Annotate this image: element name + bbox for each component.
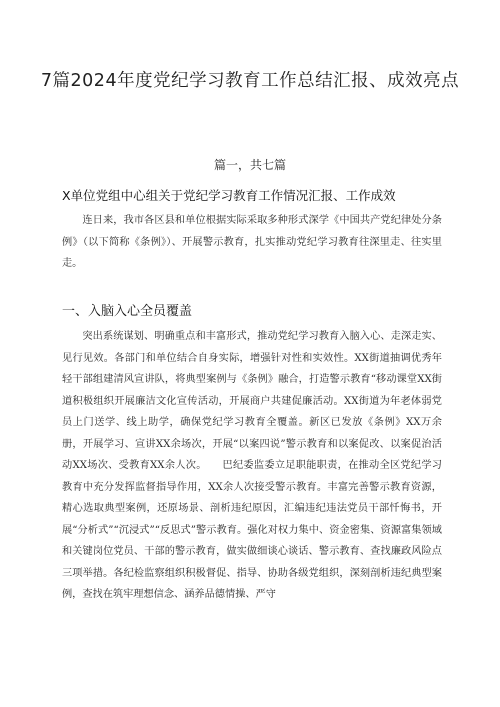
section-heading: 一、入脑入心全员覆盖 — [62, 304, 193, 319]
body-paragraph: 突出系统谋划、明确重点和丰富形式，推动党纪学习教育入脑入心、走深走实、见行见效。各部门和单位结合自身实际，增强针对性和实效性。XX街道抽调优秀年轻干部组建清风宣讲队，将典型案例与《条例》融合，打造警示教育“移动课堂XX街道积极组织开展廉洁文化宣传活动，开展商户共建促廉活动。XX街道为年老体弱党员上门送学、线上助学，确保党纪学习教育全覆盖。新区已发放《条例》XX万余册，开展学习、宣讲XX余场次，开展“以案四说”警示教育和以案促改、以案促治活动XX场次、受教育XX余人次。 巴纪委监委立足职能职责，在推动全区党纪学习教育中充分发挥监督指导作用，XX余人次接受警示教育。丰富完善警示教育资源，精心选取典型案例，还原场景、剖析违纪原因，汇编违纪违法党员干部忏悔书，开展“分析式”“沉浸式”“反思式”警示教育。强化对权力集中、资金密集、资源富集领域和关键岗位党员、干部的警示教育，做实做细谈心谈话、警示教育、查找廉政风险点三项举措。各纪检监察组织积极督促、指导、协助各级党组织，深刻剖析违纪典型案例，查找在筑牢理想信念、涵养品德情操、严守 — [62, 331, 442, 600]
intro-paragraph: 连日来，我市各区县和单位根据实际采取多种形式深学《中国共产党纪律处分条例》（以下简称《条例》）、开展警示教育，扎实推动党纪学习教育往深里走、往实里走。 — [62, 215, 442, 269]
document-title: 7篇2024年度党纪学习教育工作总结汇报、成效亮点 — [40, 71, 460, 91]
report-subheading: X单位党组中心组关于党纪学习教育工作情况汇报、工作成效 — [62, 188, 396, 203]
section-marker: 篇一，共七篇 — [213, 158, 286, 172]
